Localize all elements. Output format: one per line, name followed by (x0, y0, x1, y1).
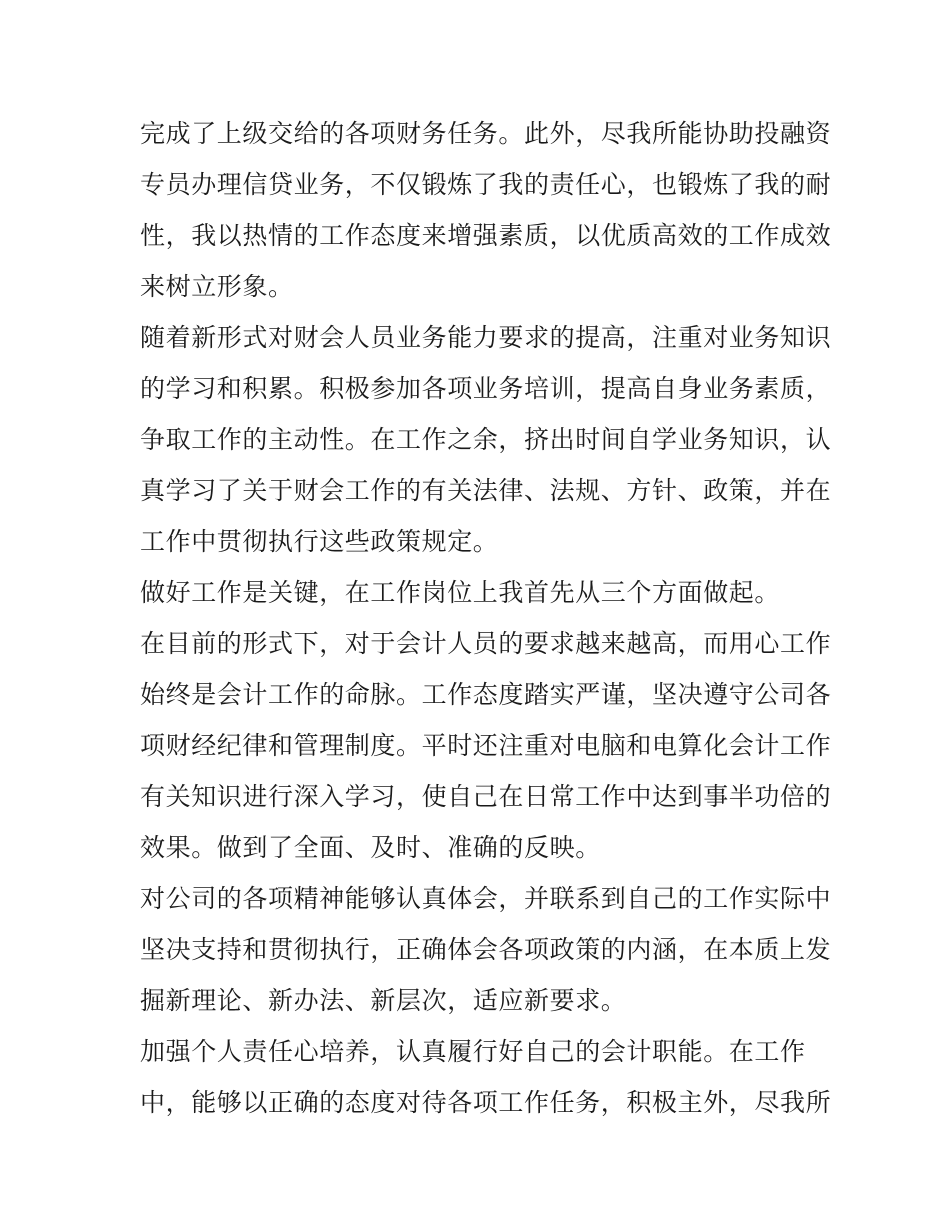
text-line: 争取工作的主动性。在工作之余，挤出时间自学业务知识，认 (140, 425, 832, 454)
text-line: 对公司的各项精神能够认真体会，并联系到自己的工作实际中 (140, 884, 832, 913)
text-line: 有关知识进行深入学习，使自己在日常工作中达到事半功倍的 (140, 782, 832, 811)
text-line: 在目前的形式下，对于会计人员的要求越来越高，而用心工作 (140, 629, 832, 658)
text-line: 来树立形象。 (140, 272, 294, 301)
text-line: 的学习和积累。积极参加各项业务培训，提高自身业务素质， (140, 374, 832, 403)
document-body (140, 108, 832, 1128)
text-line: 加强个人责任心培养，认真履行好自己的会计职能。在工作 (140, 1037, 806, 1066)
text-line: 随着新形式对财会人员业务能力要求的提高，注重对业务知识 (140, 323, 832, 352)
text-line: 中，能够以正确的态度对待各项工作任务，积极主外，尽我所 (140, 1088, 832, 1117)
text-line: 工作中贯彻执行这些政策规定。 (140, 527, 499, 556)
text-line: 完成了上级交给的各项财务任务。此外，尽我所能协助投融资 (140, 119, 832, 148)
text-line: 掘新理论、新办法、新层次，适应新要求。 (140, 986, 627, 1015)
text-line: 性，我以热情的工作态度来增强素质，以优质高效的工作成效 (140, 221, 832, 250)
text-line: 效果。做到了全面、及时、准确的反映。 (140, 833, 601, 862)
text-line: 始终是会计工作的命脉。工作态度踏实严谨，坚决遵守公司各 (140, 680, 832, 709)
text-line: 做好工作是关键，在工作岗位上我首先从三个方面做起。 (140, 578, 781, 607)
text-line: 真学习了关于财会工作的有关法律、法规、方针、政策，并在 (140, 476, 832, 505)
text-line: 专员办理信贷业务，不仅锻炼了我的责任心，也锻炼了我的耐 (140, 170, 832, 199)
text-line: 项财经纪律和管理制度。平时还注重对电脑和电算化会计工作 (140, 731, 832, 760)
text-line: 坚决支持和贯彻执行，正确体会各项政策的内涵，在本质上发 (140, 935, 832, 964)
